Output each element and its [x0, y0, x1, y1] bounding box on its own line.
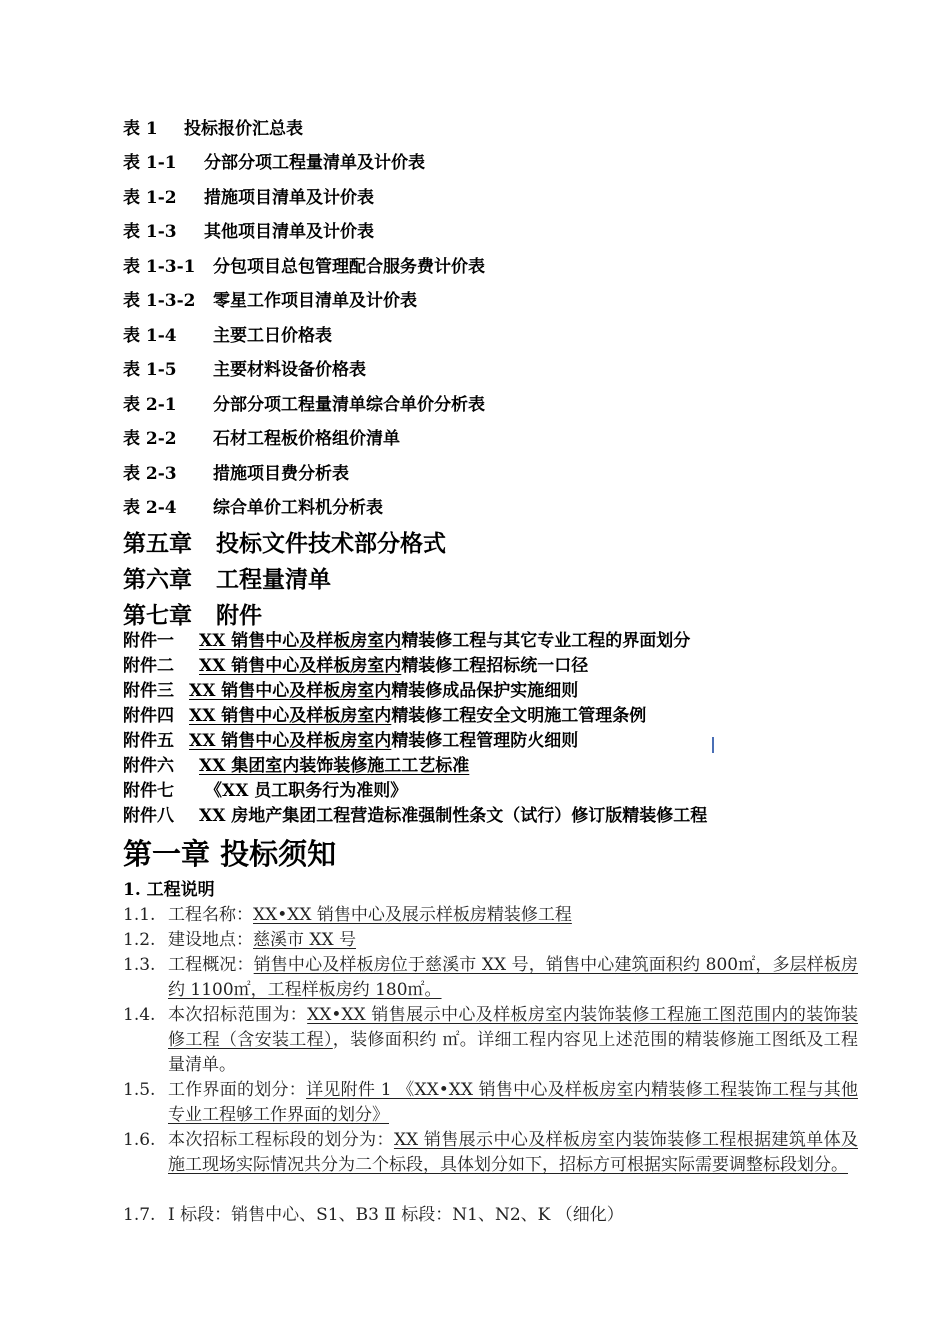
attachment-title [189, 704, 646, 729]
toc-title: 零星工作项目清单及计价表 [213, 291, 417, 311]
item-text-underlined: XX 销售展示中心及样板房室内装饰装修工程根据建筑单体及施工现场实际情况共分为二个标段，具体划分如下，招标方可根据实际需要调整标段划分。 [168, 1130, 859, 1175]
item-number: 1.5. [123, 1080, 156, 1100]
attachment-item [123, 729, 579, 754]
toc-title: 其他项目清单及计价表 [204, 222, 374, 242]
attachment-title-underlined: XX 销售中心及样板房室内 [189, 706, 392, 726]
attachment-title-underlined: XX 集团室内装饰装修施工工艺标准 [199, 756, 470, 776]
attachment-label: 附件八 [123, 806, 174, 826]
toc-number: 表 2-1 [123, 395, 177, 415]
item-text: 工程概况： [168, 955, 254, 975]
chapter-label: 第七章 [123, 602, 192, 629]
list-item [123, 928, 858, 953]
attachment-title-underlined: XX 销售中心及样板房室内 [199, 631, 402, 651]
list-item [123, 903, 858, 928]
toc-item [123, 355, 366, 385]
attachment-item [123, 679, 579, 704]
attachment-title-rest: XX 房地产集团工程营造标准强制性条文（试行）修订版精装修工程 [199, 806, 708, 826]
toc-title: 主要材料设备价格表 [213, 360, 366, 380]
attachment-title-underlined: XX 销售中心及样板房室内 [189, 681, 392, 701]
list-item [123, 1078, 858, 1128]
toc-number: 表 1-3 [123, 222, 177, 242]
attachment-title-rest: 《XX 员工职务行为准则》 [205, 781, 408, 801]
item-body [168, 1078, 858, 1128]
chapter-label: 第六章 [123, 566, 192, 593]
toc-item [123, 321, 332, 351]
item-number: 1.2. [123, 930, 156, 950]
item-number: 1.6. [123, 1130, 156, 1150]
toc-title: 投标报价汇总表 [184, 119, 303, 139]
item-number: 1.4. [123, 1005, 156, 1025]
attachment-title [189, 729, 578, 754]
item-text: 建设地点： [168, 930, 253, 950]
item-body [168, 1003, 858, 1078]
toc-number: 表 2-2 [123, 429, 177, 449]
attachment-item [123, 779, 408, 804]
item-body [168, 953, 858, 1003]
toc-item [123, 286, 417, 316]
item-text-underlined: 慈溪市 XX 号 [253, 930, 357, 950]
attachment-item [123, 654, 589, 679]
item-text: 本次招标范围为： [168, 1005, 308, 1025]
chapter-title: 工程量清单 [216, 566, 331, 593]
item-text-underlined: 详见附件 1 《XX•XX 销售中心及样板房室内精装修工程装饰工程与其他专业工程够工作界面的划分》 [168, 1080, 858, 1125]
item-body [168, 928, 858, 953]
list-item [123, 1003, 858, 1078]
list-item [123, 1128, 858, 1178]
item-body [168, 903, 858, 928]
chapter-heading [123, 599, 262, 633]
attachment-title-rest: 精装修工程安全文明施工管理条例 [391, 706, 647, 726]
item-text: Ⅰ 标段：销售中心、S1、B3 Ⅱ 标段：N1、N2、K （细化） [168, 1205, 624, 1225]
attachment-label: 附件七 [123, 781, 174, 801]
attachment-item [123, 704, 647, 729]
attachment-title-rest: 精装修工程招标统一口径 [401, 656, 589, 676]
item-body [168, 1128, 858, 1178]
toc-number: 表 1 [123, 119, 158, 139]
toc-item [123, 217, 374, 247]
attachment-title-rest: 精装修成品保护实施细则 [391, 681, 579, 701]
attachment-label: 附件一 [123, 631, 174, 651]
toc-number: 表 1-4 [123, 326, 177, 346]
toc-title: 分部分项工程量清单及计价表 [204, 153, 425, 173]
chapter-label: 第五章 [123, 530, 192, 557]
toc-item [123, 459, 349, 489]
attachment-label: 附件四 [123, 706, 174, 726]
toc-item [123, 148, 425, 178]
list-item [123, 1203, 858, 1228]
chapter-1-heading: 第一章 投标须知 [123, 837, 337, 871]
text-cursor-marker [712, 737, 714, 753]
item-text-underlined: XX•XX 销售中心及展示样板房精装修工程 [253, 905, 572, 925]
chapter-heading [123, 563, 331, 597]
attachment-title [199, 754, 469, 779]
toc-item [123, 390, 485, 420]
toc-title: 主要工日价格表 [213, 326, 332, 346]
item-text-underlined: 销售中心及样板房位于慈溪市 XX 号，销售中心建筑面积约 800㎡，多层样板房约 1100㎡，工程样板房约 180㎡。 [168, 955, 859, 1000]
attachment-title-underlined: XX 销售中心及样板房室内 [199, 656, 402, 676]
section-heading: 1. 工程说明 [123, 880, 215, 900]
item-number: 1.3. [123, 955, 156, 975]
item-text: 工程名称： [168, 905, 253, 925]
toc-title: 分部分项工程量清单综合单价分析表 [213, 395, 485, 415]
attachment-label: 附件五 [123, 731, 174, 751]
attachment-title [199, 804, 707, 829]
attachment-title [199, 654, 588, 679]
attachment-title-rest: 精装修工程管理防火细则 [391, 731, 579, 751]
toc-item [123, 183, 374, 213]
attachment-label: 附件三 [123, 681, 174, 701]
toc-number: 表 1-1 [123, 153, 177, 173]
item-text-rest: ，装修面积约 ㎡。详细工程内容见上述范围的精装修施工图纸及工程量清单。 [168, 1030, 859, 1075]
item-number: 1.7. [123, 1205, 156, 1225]
toc-title: 措施项目清单及计价表 [204, 188, 374, 208]
toc-item [123, 493, 383, 523]
attachment-label: 附件二 [123, 656, 174, 676]
item-text: 工作界面的划分： [168, 1080, 307, 1100]
item-number: 1.1. [123, 905, 156, 925]
item-text: 本次招标工程标段的划分为： [168, 1130, 394, 1150]
toc-title: 综合单价工料机分析表 [213, 498, 383, 518]
attachment-title-rest: 精装修工程与其它专业工程的界面划分 [401, 631, 691, 651]
toc-title: 分包项目总包管理配合服务费计价表 [213, 257, 485, 277]
attachment-item [123, 629, 691, 654]
toc-item [123, 114, 303, 144]
toc-number: 表 1-3-2 [123, 291, 196, 311]
attachment-item [123, 804, 708, 829]
attachment-title [189, 679, 578, 704]
item-text-underlined: XX•XX 销售展示中心及样板房室内装饰装修工程施工图范围内的装饰装修工程（含安装工程） [168, 1005, 859, 1050]
attachment-title-underlined: XX 销售中心及样板房室内 [189, 731, 392, 751]
list-item [123, 953, 858, 1003]
attachment-title [199, 629, 690, 654]
toc-title: 措施项目费分析表 [213, 464, 349, 484]
attachment-label: 附件六 [123, 756, 174, 776]
toc-number: 表 2-4 [123, 498, 177, 518]
item-body [168, 1203, 858, 1228]
chapter-heading [123, 527, 446, 561]
toc-title: 石材工程板价格组价清单 [213, 429, 400, 449]
chapter-title: 投标文件技术部分格式 [216, 530, 446, 557]
attachment-title [205, 779, 407, 804]
chapter-title: 附件 [216, 602, 262, 629]
toc-number: 表 1-3-1 [123, 257, 196, 277]
toc-item [123, 424, 400, 454]
toc-number: 表 1-5 [123, 360, 177, 380]
toc-number: 表 1-2 [123, 188, 177, 208]
toc-number: 表 2-3 [123, 464, 177, 484]
attachment-item [123, 754, 470, 779]
toc-item [123, 252, 485, 282]
